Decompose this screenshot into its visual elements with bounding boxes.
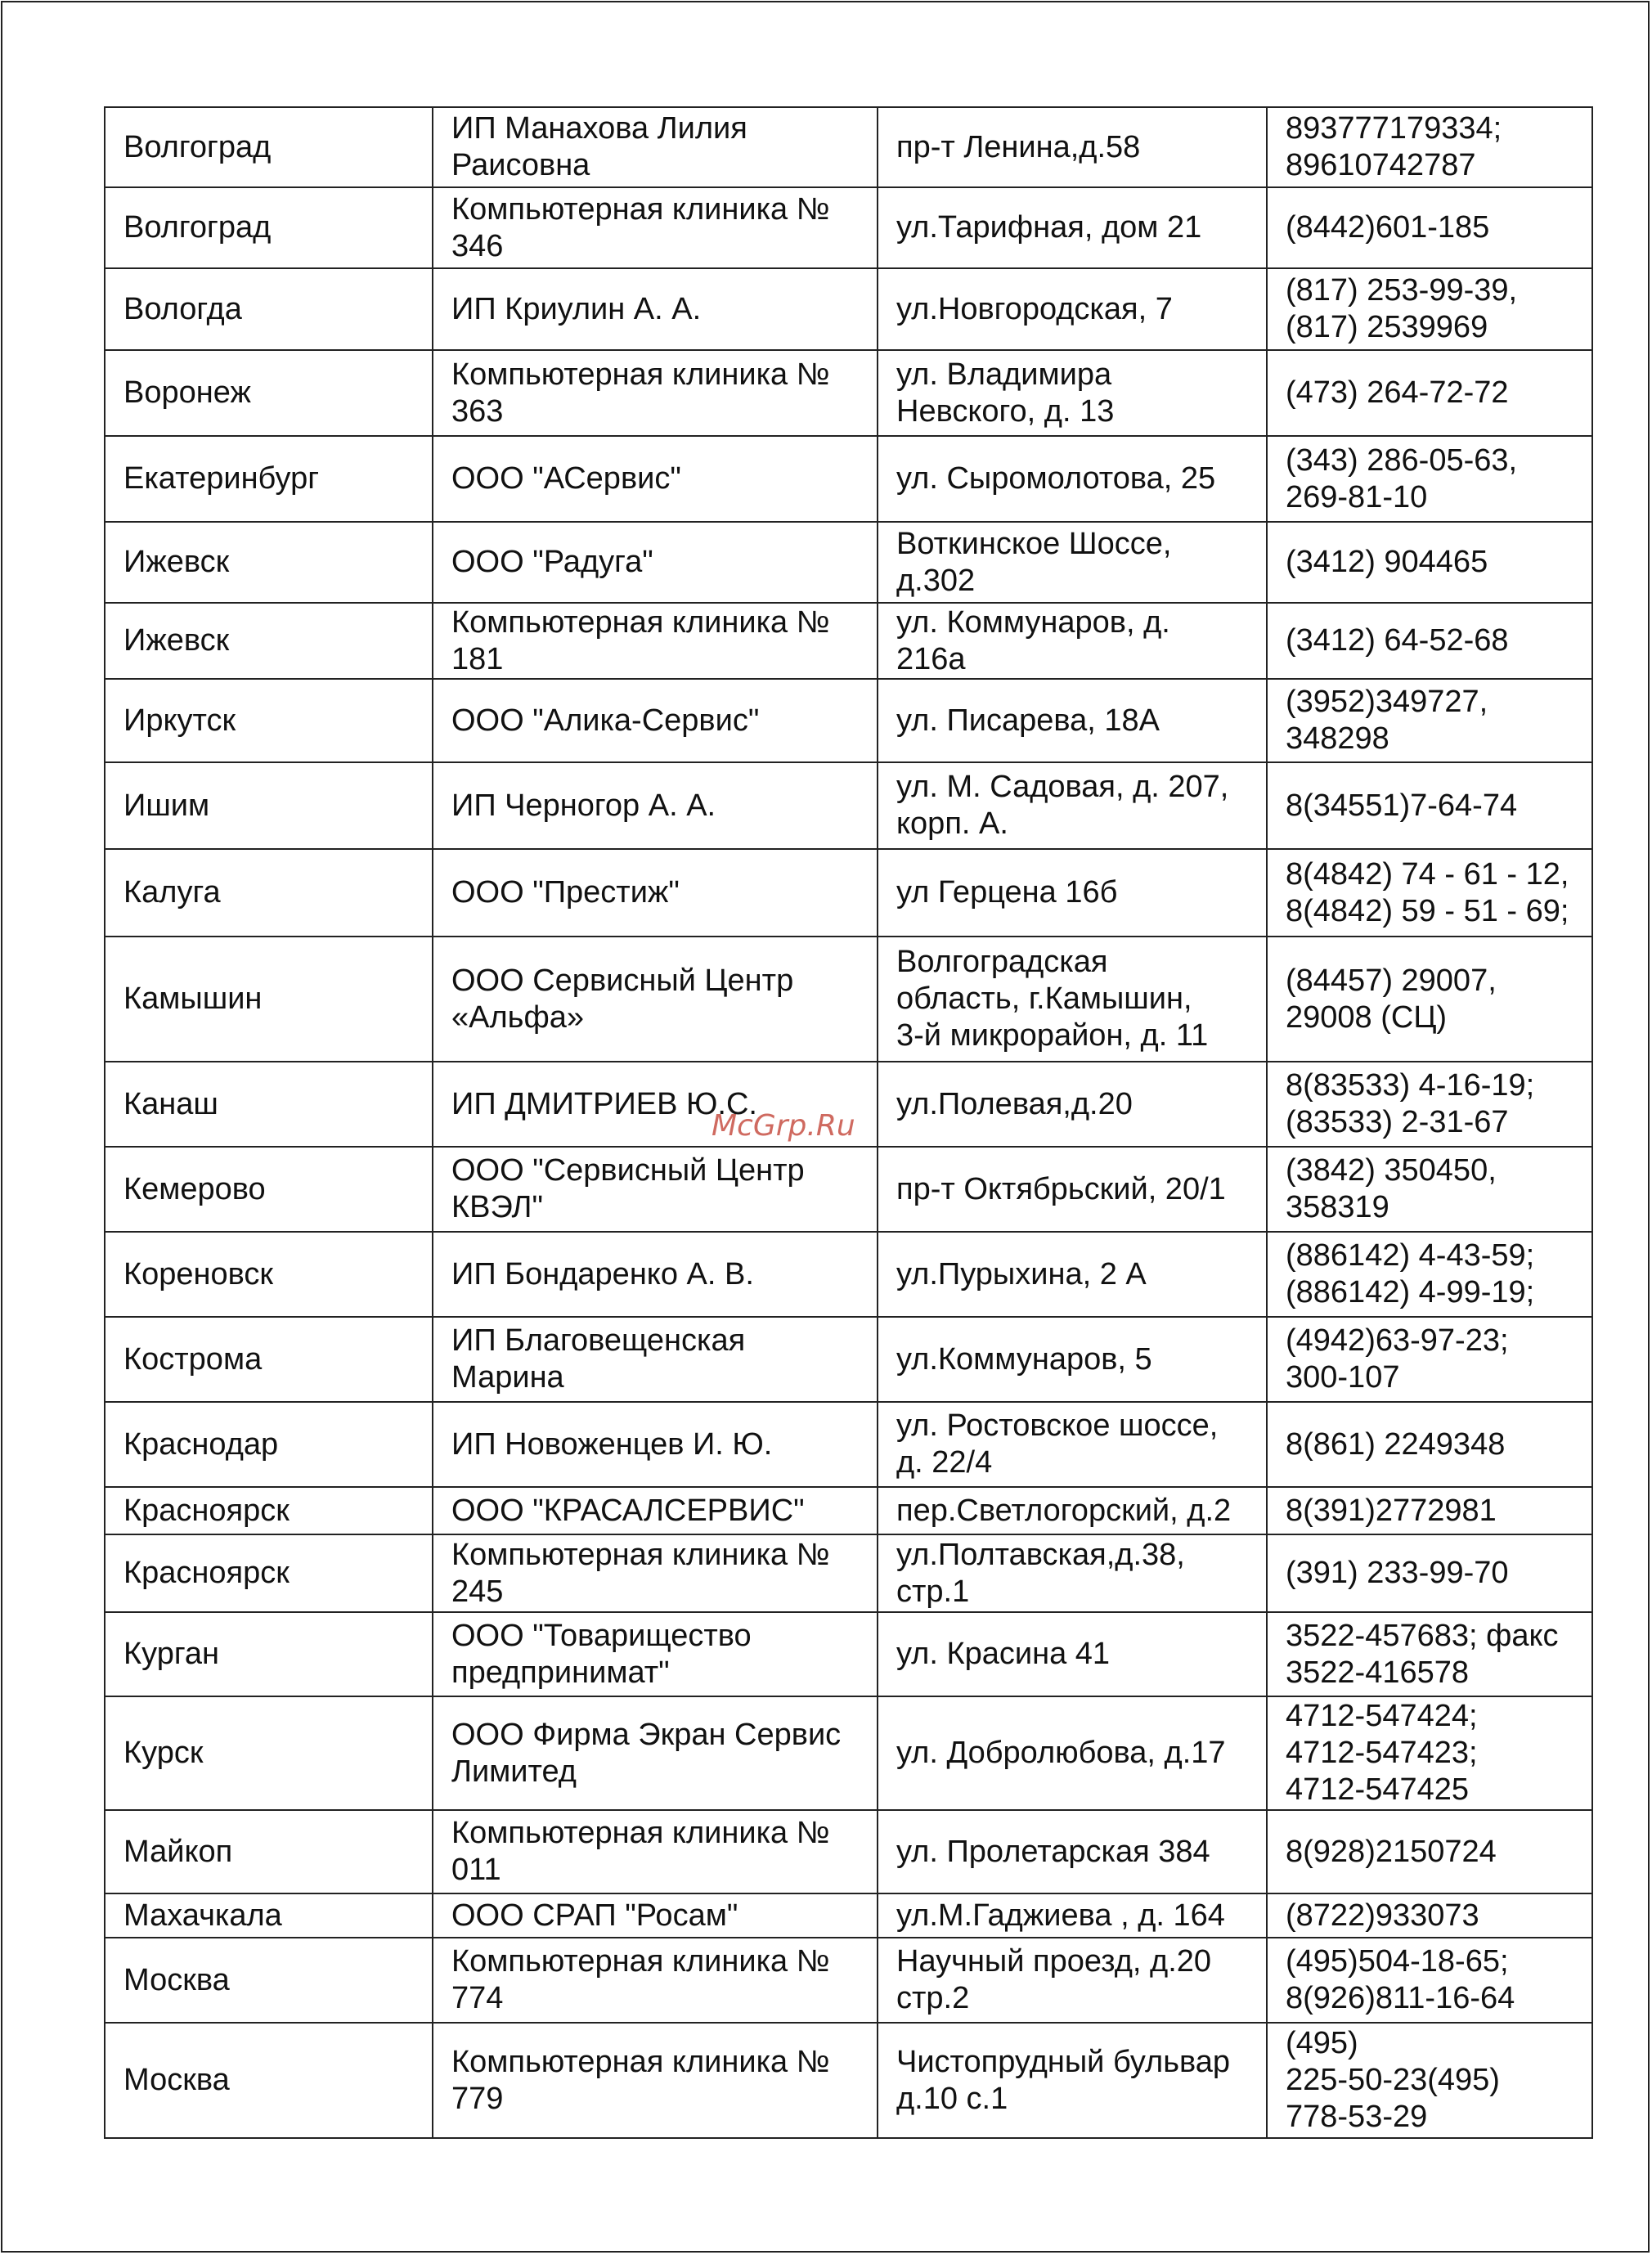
table-row	[105, 350, 1592, 436]
table-row	[105, 1534, 1592, 1612]
organization-cell: ООО "Престиж"	[433, 849, 878, 937]
address-cell: пр-т Октябрьский, 20/1	[878, 1147, 1267, 1232]
table-row	[105, 1612, 1592, 1696]
city-cell: Курск	[105, 1696, 433, 1810]
address-cell: ул.Коммунаров, 5	[878, 1317, 1267, 1402]
table-row	[105, 2023, 1592, 2138]
organization-cell: ООО "Товарищество предпринимат"	[433, 1612, 878, 1696]
phone-cell: 8(861) 2249348	[1267, 1402, 1592, 1487]
address-cell: ул. Писарева, 18А	[878, 679, 1267, 762]
organization-cell: ООО "Сервисный Центр КВЭЛ"	[433, 1147, 878, 1232]
organization-cell: ИП Бондаренко А. В.	[433, 1232, 878, 1317]
watermark: McGrp.Ru	[712, 1109, 855, 1143]
city-cell: Камышин	[105, 937, 433, 1062]
city-cell: Вологда	[105, 268, 433, 350]
city-cell: Волгоград	[105, 107, 433, 187]
phone-cell: (3842) 350450, 358319	[1267, 1147, 1592, 1232]
organization-cell: ИП Криулин А. А.	[433, 268, 878, 350]
table-row	[105, 187, 1592, 268]
table-row	[105, 1147, 1592, 1232]
address-cell: ул.Полтавская,д.38, стр.1	[878, 1534, 1267, 1612]
address-cell: Научный проезд, д.20 стр.2	[878, 1938, 1267, 2023]
organization-cell: Компьютерная клиника № 363	[433, 350, 878, 436]
organization-cell: ИП Манахова Лилия Раисовна	[433, 107, 878, 187]
address-cell: ул. Владимира Невского, д. 13	[878, 350, 1267, 436]
address-cell: ул. М. Садовая, д. 207, корп. А.	[878, 762, 1267, 849]
address-cell: ул. Пролетарская 384	[878, 1810, 1267, 1893]
city-cell: Ишим	[105, 762, 433, 849]
phone-cell: (473) 264-72-72	[1267, 350, 1592, 436]
city-cell: Екатеринбург	[105, 436, 433, 522]
address-cell: ул.Пурыхина, 2 А	[878, 1232, 1267, 1317]
address-cell: пр-т Ленина,д.58	[878, 107, 1267, 187]
city-cell: Красноярск	[105, 1534, 433, 1612]
phone-cell: (886142) 4-43-59; (886142) 4-99-19;	[1267, 1232, 1592, 1317]
organization-cell: Компьютерная клиника № 774	[433, 1938, 878, 2023]
table-row	[105, 849, 1592, 937]
organization-cell: Компьютерная клиника № 779	[433, 2023, 878, 2138]
city-cell: Махачкала	[105, 1893, 433, 1938]
table-row	[105, 1696, 1592, 1810]
city-cell: Воронеж	[105, 350, 433, 436]
table-row	[105, 1893, 1592, 1938]
address-cell: ул Герцена 16б	[878, 849, 1267, 937]
city-cell: Кострома	[105, 1317, 433, 1402]
address-cell: пер.Светлогорский, д.2	[878, 1487, 1267, 1534]
organization-cell: ООО СРАП "Росам"	[433, 1893, 878, 1938]
phone-cell: (84457) 29007, 29008 (СЦ)	[1267, 937, 1592, 1062]
phone-cell: 893777179334; 89610742787	[1267, 107, 1592, 187]
phone-cell: 4712-547424; 4712-547423; 4712-547425	[1267, 1696, 1592, 1810]
phone-cell: (495)504-18-65; 8(926)811-16-64	[1267, 1938, 1592, 2023]
phone-cell: 8(4842) 74 - 61 - 12, 8(4842) 59 - 51 - 69;	[1267, 849, 1592, 937]
address-cell: ул. Коммунаров, д. 216а	[878, 603, 1267, 679]
organization-cell: ИП Новоженцев И. Ю.	[433, 1402, 878, 1487]
city-cell: Ижевск	[105, 522, 433, 603]
table-row	[105, 937, 1592, 1062]
city-cell: Волгоград	[105, 187, 433, 268]
organization-cell: ООО "АСервис"	[433, 436, 878, 522]
phone-cell: (4942)63-97-23; 300-107	[1267, 1317, 1592, 1402]
address-cell: ул. Ростовское шоссе, д. 22/4	[878, 1402, 1267, 1487]
table-row	[105, 1938, 1592, 2023]
table-row	[105, 522, 1592, 603]
phone-cell: (3412) 64-52-68	[1267, 603, 1592, 679]
address-cell: Волгоградская область, г.Камышин, 3-й микрорайон, д. 11	[878, 937, 1267, 1062]
table-row	[105, 1402, 1592, 1487]
phone-cell: (3412) 904465	[1267, 522, 1592, 603]
organization-cell: Компьютерная клиника № 245	[433, 1534, 878, 1612]
city-cell: Иркутск	[105, 679, 433, 762]
organization-cell: Компьютерная клиника № 181	[433, 603, 878, 679]
organization-cell: ИП ДМИТРИЕВ Ю.С.	[433, 1062, 878, 1147]
city-cell: Курган	[105, 1612, 433, 1696]
table-row	[105, 1810, 1592, 1893]
table-row	[105, 107, 1592, 187]
address-cell: Чистопрудный бульвар д.10 с.1	[878, 2023, 1267, 2138]
address-cell: ул.Новгородская, 7	[878, 268, 1267, 350]
phone-cell: (8722)933073	[1267, 1893, 1592, 1938]
organization-cell: ООО Фирма Экран Сервис Лимитед	[433, 1696, 878, 1810]
address-cell: ул.Полевая,д.20	[878, 1062, 1267, 1147]
city-cell: Калуга	[105, 849, 433, 937]
address-cell: ул. Добролюбова, д.17	[878, 1696, 1267, 1810]
city-cell: Москва	[105, 1938, 433, 2023]
address-cell: ул.М.Гаджиева , д. 164	[878, 1893, 1267, 1938]
organization-cell: ООО "Алика-Сервис"	[433, 679, 878, 762]
city-cell: Кемерово	[105, 1147, 433, 1232]
organization-cell: ООО Сервисный Центр «Альфа»	[433, 937, 878, 1062]
organization-cell: ИП Черногор А. А.	[433, 762, 878, 849]
organization-cell: ООО "Радуга"	[433, 522, 878, 603]
city-cell: Краснодар	[105, 1402, 433, 1487]
organization-cell: ООО "КРАСАЛСЕРВИС"	[433, 1487, 878, 1534]
phone-cell: 8(83533) 4-16-19; (83533) 2-31-67	[1267, 1062, 1592, 1147]
table-row	[105, 268, 1592, 350]
city-cell: Ижевск	[105, 603, 433, 679]
city-cell: Красноярск	[105, 1487, 433, 1534]
phone-cell: (8442)601-185	[1267, 187, 1592, 268]
organization-cell: Компьютерная клиника № 011	[433, 1810, 878, 1893]
address-cell: ул. Красина 41	[878, 1612, 1267, 1696]
organization-cell: Компьютерная клиника № 346	[433, 187, 878, 268]
organization-cell: ИП Благовещенская Марина	[433, 1317, 878, 1402]
table-row	[105, 1487, 1592, 1534]
table-row	[105, 679, 1592, 762]
address-cell: Воткинское Шоссе, д.302	[878, 522, 1267, 603]
city-cell: Кореновск	[105, 1232, 433, 1317]
phone-cell: (817) 253-99-39, (817) 2539969	[1267, 268, 1592, 350]
city-cell: Москва	[105, 2023, 433, 2138]
city-cell: Майкоп	[105, 1810, 433, 1893]
phone-cell: 8(391)2772981	[1267, 1487, 1592, 1534]
phone-cell: (391) 233-99-70	[1267, 1534, 1592, 1612]
phone-cell: 3522-457683; факс 3522-416578	[1267, 1612, 1592, 1696]
address-cell: ул. Сыромолотова, 25	[878, 436, 1267, 522]
table-row	[105, 762, 1592, 849]
phone-cell: (495) 225-50-23(495) 778-53-29	[1267, 2023, 1592, 2138]
city-cell: Канаш	[105, 1062, 433, 1147]
phone-cell: 8(34551)7-64-74	[1267, 762, 1592, 849]
table-row	[105, 1317, 1592, 1402]
table-row	[105, 603, 1592, 679]
phone-cell: 8(928)2150724	[1267, 1810, 1592, 1893]
table-row	[105, 436, 1592, 522]
phone-cell: (343) 286-05-63, 269-81-10	[1267, 436, 1592, 522]
phone-cell: (3952)349727, 348298	[1267, 679, 1592, 762]
address-cell: ул.Тарифная, дом 21	[878, 187, 1267, 268]
table-row	[105, 1232, 1592, 1317]
